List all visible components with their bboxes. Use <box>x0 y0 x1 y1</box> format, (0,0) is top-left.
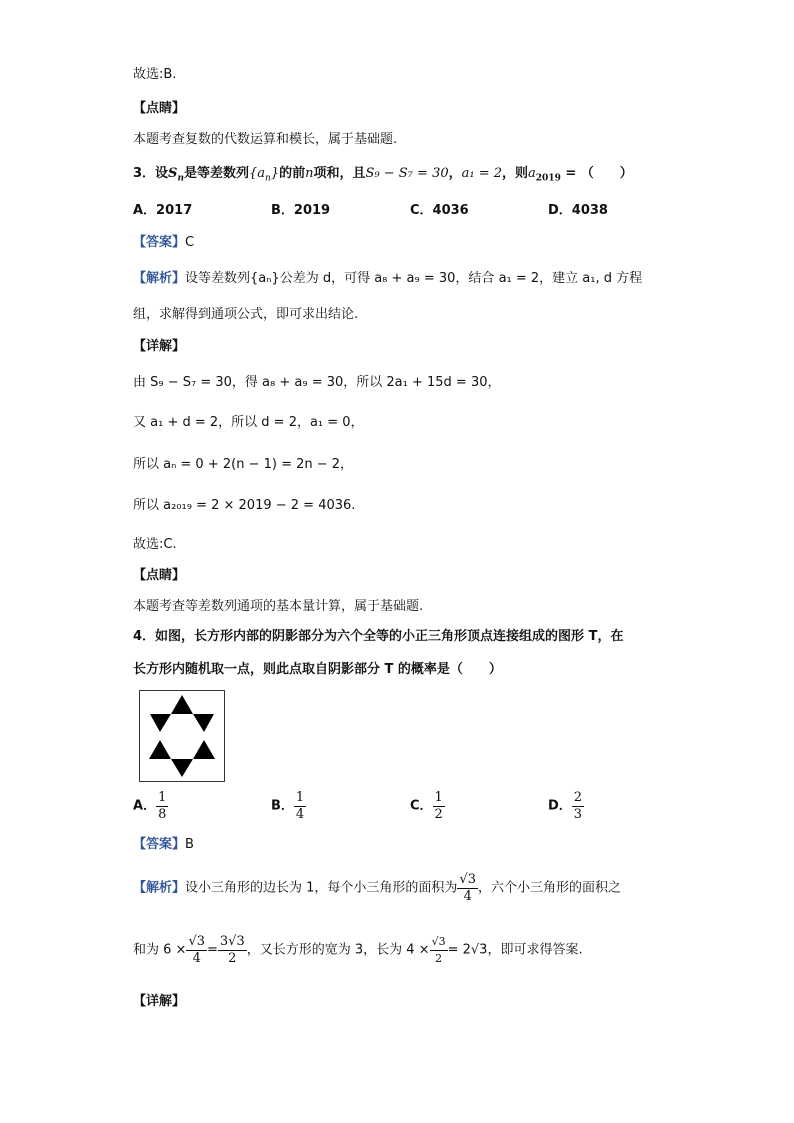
q3-detail-label: 【详解】 <box>133 339 186 354</box>
q3-options <box>133 202 653 220</box>
q3-conclusion: 故选:C. <box>133 537 177 552</box>
answer-label: 【答案】 <box>133 837 186 852</box>
analysis-label: 【解析】 <box>133 880 186 896</box>
q4-option-b[interactable]: B． $\frac{1}{4}$ <box>271 790 305 822</box>
q3-stem: 3．设$S_n$是等差数列$\{a_n\}$的前n项和，且S₉ − S₇ = 30，a₁ = 2，则$a_{2019}$ = （ ） <box>133 166 633 184</box>
q3-step-1: 由 S₉ − S₇ = 30，得 a₈ + a₉ = 30，所以 2a₁ + 15d = 30， <box>133 375 501 390</box>
answer-label: 【答案】 <box>133 235 186 250</box>
q4-stem-1: 4．如图，长方形内部的阴影部分为六个全等的小正三角形顶点连接组成的图形 T，在 <box>133 629 624 644</box>
q3-option-c[interactable]: C．4036 <box>410 203 469 218</box>
comment-label-prev: 【点睛】 <box>133 101 186 116</box>
q3-analysis-1: 【解析】设等差数列{aₙ}公差为 d，可得 a₈ + a₉ = 30，结合 a₁ = 2，建立 a₁, d 方程 <box>133 271 643 286</box>
q4-option-d[interactable]: D． $\frac{2}{3}$ <box>548 790 583 822</box>
q3-answer <box>133 234 194 252</box>
q4-stem-2: 长方形内随机取一点，则此点取自阴影部分 T 的概率是（ ） <box>133 662 502 677</box>
q3-analysis-2: 组，求解得到通项公式，即可求出结论. <box>133 307 359 322</box>
q4-option-a[interactable]: A． $\frac{1}{8}$ <box>133 790 167 822</box>
hexagram-figure <box>139 690 225 782</box>
q3-comment-label: 【点睛】 <box>133 568 186 583</box>
analysis-label: 【解析】 <box>133 271 186 286</box>
conclusion-prev: 故选:B. <box>133 67 177 82</box>
q3-option-b[interactable]: B．2019 <box>271 203 331 218</box>
answer-value: B <box>185 837 194 852</box>
answer-value: C <box>185 235 195 250</box>
q3-option-d[interactable]: D．4038 <box>548 203 608 218</box>
q4-answer <box>133 836 194 854</box>
q4-detail-label: 【详解】 <box>133 994 186 1009</box>
q3-step-2: 又 a₁ + d = 2，所以 d = 2，a₁ = 0， <box>133 415 364 430</box>
q4-option-c[interactable]: C． $\frac{1}{2}$ <box>410 790 443 822</box>
q3-step-4: 所以 a₂₀₁₉ = 2 × 2019 − 2 = 4036. <box>133 498 356 513</box>
q4-analysis-2: 和为 6 × $\frac{√3}{4}$ = $\frac{3√3}{2}$ ，又长方形的宽为 3，长为 4 × $\frac{√3}{2}$ = 2√3，即可求得答案. <box>133 934 583 966</box>
q3-option-a[interactable]: A．2017 <box>133 203 193 218</box>
q4-analysis-1: 【解析】设小三角形的边长为 1，每个小三角形的面积为 $\frac{√3}{4}$ ，六个小三角形的面积之 <box>133 872 621 904</box>
q4-options <box>133 790 653 836</box>
comment-prev: 本题考查复数的代数运算和模长，属于基础题. <box>133 132 398 147</box>
q3-step-3: 所以 aₙ = 0 + 2(n − 1) = 2n − 2， <box>133 457 354 472</box>
q3-comment: 本题考查等差数列通项的基本量计算，属于基础题. <box>133 599 424 614</box>
